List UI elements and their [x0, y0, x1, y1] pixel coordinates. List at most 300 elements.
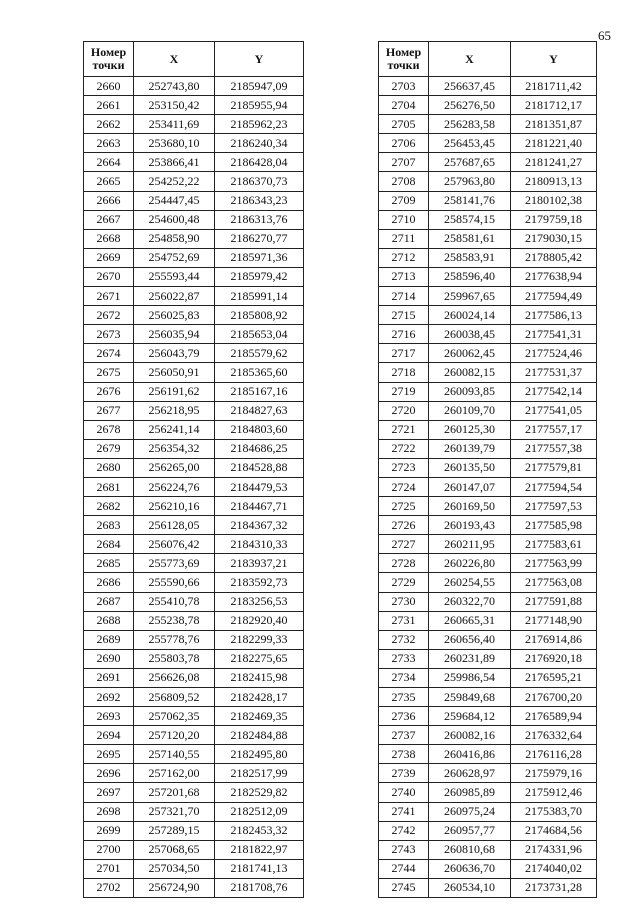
x-coordinate-cell: 260231,89 [429, 649, 511, 668]
x-coordinate-cell: 256626,08 [134, 668, 215, 687]
y-coordinate-cell: 2185955,94 [215, 96, 304, 115]
y-coordinate-cell: 2185653,04 [215, 325, 304, 344]
point-number-cell: 2694 [84, 726, 134, 745]
point-number-cell: 2701 [84, 859, 134, 878]
x-coordinate-cell: 260957,77 [429, 821, 511, 840]
table-row [379, 764, 597, 783]
point-number-cell: 2732 [379, 630, 429, 649]
point-number-cell: 2744 [379, 859, 429, 878]
table-row [84, 134, 304, 153]
point-number-cell: 2672 [84, 306, 134, 325]
x-coordinate-cell: 256128,05 [134, 516, 215, 535]
point-number-cell: 2666 [84, 191, 134, 210]
y-coordinate-cell: 2177579,81 [511, 458, 597, 477]
point-number-cell: 2678 [84, 420, 134, 439]
table-row [84, 554, 304, 573]
table-row [379, 859, 597, 878]
x-header: X [429, 42, 511, 77]
y-coordinate-cell: 2183592,73 [215, 573, 304, 592]
table-row [379, 287, 597, 306]
y-coordinate-cell: 2179030,15 [511, 229, 597, 248]
table-row [379, 821, 597, 840]
point-number-cell: 2692 [84, 688, 134, 707]
y-coordinate-cell: 2175912,46 [511, 783, 597, 802]
table-row [379, 535, 597, 554]
y-coordinate-cell: 2184528,88 [215, 458, 304, 477]
point-number-cell: 2741 [379, 802, 429, 821]
x-coordinate-cell: 256022,87 [134, 287, 215, 306]
y-coordinate-cell: 2184479,53 [215, 477, 304, 496]
table-row [379, 688, 597, 707]
x-coordinate-cell: 259684,12 [429, 707, 511, 726]
y-coordinate-cell: 2181711,42 [511, 77, 597, 96]
table-row [84, 363, 304, 382]
x-coordinate-cell: 260322,70 [429, 592, 511, 611]
y-coordinate-cell: 2174684,56 [511, 821, 597, 840]
y-coordinate-cell: 2182484,88 [215, 726, 304, 745]
point-number-cell: 2711 [379, 229, 429, 248]
x-coordinate-cell: 254447,45 [134, 191, 215, 210]
x-coordinate-cell: 256354,32 [134, 439, 215, 458]
table-row [379, 497, 597, 516]
table-row [84, 783, 304, 802]
x-coordinate-cell: 257062,35 [134, 707, 215, 726]
point-number-header: Номер точки [84, 42, 134, 77]
x-coordinate-cell: 253680,10 [134, 134, 215, 153]
point-number-cell: 2700 [84, 840, 134, 859]
y-coordinate-cell: 2181241,27 [511, 153, 597, 172]
y-coordinate-cell: 2182469,35 [215, 707, 304, 726]
x-coordinate-cell: 255803,78 [134, 649, 215, 668]
point-number-cell: 2716 [379, 325, 429, 344]
point-number-cell: 2693 [84, 707, 134, 726]
point-number-cell: 2676 [84, 382, 134, 401]
table-row [84, 439, 304, 458]
y-coordinate-cell: 2177585,98 [511, 516, 597, 535]
point-number-cell: 2721 [379, 420, 429, 439]
y-coordinate-cell: 2177541,05 [511, 401, 597, 420]
table-row [379, 267, 597, 286]
y-coordinate-cell: 2185991,14 [215, 287, 304, 306]
y-coordinate-cell: 2186240,34 [215, 134, 304, 153]
point-number-cell: 2691 [84, 668, 134, 687]
table-row [84, 535, 304, 554]
point-number-cell: 2713 [379, 267, 429, 286]
x-coordinate-cell: 252743,80 [134, 77, 215, 96]
point-number-cell: 2737 [379, 726, 429, 745]
x-coordinate-cell: 260656,40 [429, 630, 511, 649]
y-coordinate-cell: 2186313,76 [215, 210, 304, 229]
point-number-cell: 2708 [379, 172, 429, 191]
point-number-cell: 2738 [379, 745, 429, 764]
y-coordinate-cell: 2186343,23 [215, 191, 304, 210]
table-row [84, 592, 304, 611]
table-row [84, 77, 304, 96]
table-row [84, 764, 304, 783]
point-number-cell: 2686 [84, 573, 134, 592]
point-number-cell: 2745 [379, 878, 429, 897]
coordinates-table-right [378, 41, 597, 898]
table-row [379, 344, 597, 363]
x-header: X [134, 42, 215, 77]
point-number-cell: 2675 [84, 363, 134, 382]
y-coordinate-cell: 2180913,13 [511, 172, 597, 191]
table-row [84, 707, 304, 726]
table-row [379, 153, 597, 172]
point-number-cell: 2704 [379, 96, 429, 115]
table-row [84, 821, 304, 840]
point-number-cell: 2719 [379, 382, 429, 401]
page-number: 65 [598, 28, 611, 43]
table-row [84, 115, 304, 134]
x-coordinate-cell: 260193,43 [429, 516, 511, 535]
table-row [84, 267, 304, 286]
x-coordinate-cell: 256035,94 [134, 325, 215, 344]
table-row [84, 726, 304, 745]
table-row [84, 649, 304, 668]
point-number-cell: 2703 [379, 77, 429, 96]
x-coordinate-cell: 253866,41 [134, 153, 215, 172]
table-row [379, 172, 597, 191]
y-coordinate-cell: 2173731,28 [511, 878, 597, 897]
point-number-cell: 2717 [379, 344, 429, 363]
y-coordinate-cell: 2186428,04 [215, 153, 304, 172]
table-row [84, 325, 304, 344]
x-coordinate-cell: 253150,42 [134, 96, 215, 115]
point-number-cell: 2697 [84, 783, 134, 802]
table-row [84, 878, 304, 897]
x-coordinate-cell: 258141,76 [429, 191, 511, 210]
point-number-cell: 2710 [379, 210, 429, 229]
y-coordinate-cell: 2176920,18 [511, 649, 597, 668]
y-coordinate-cell: 2185579,62 [215, 344, 304, 363]
x-coordinate-cell: 260093,85 [429, 382, 511, 401]
table-row [84, 802, 304, 821]
y-coordinate-cell: 2177524,46 [511, 344, 597, 363]
point-number-cell: 2677 [84, 401, 134, 420]
x-coordinate-cell: 257687,65 [429, 153, 511, 172]
y-coordinate-cell: 2177583,61 [511, 535, 597, 554]
table-row [84, 668, 304, 687]
x-coordinate-cell: 260135,50 [429, 458, 511, 477]
y-coordinate-cell: 2177594,49 [511, 287, 597, 306]
y-coordinate-cell: 2177597,53 [511, 497, 597, 516]
table-row [84, 287, 304, 306]
table-row [379, 592, 597, 611]
point-number-cell: 2673 [84, 325, 134, 344]
x-coordinate-cell: 256224,76 [134, 477, 215, 496]
y-coordinate-cell: 2184467,71 [215, 497, 304, 516]
point-number-cell: 2726 [379, 516, 429, 535]
y-coordinate-cell: 2177563,08 [511, 573, 597, 592]
point-number-cell: 2668 [84, 229, 134, 248]
point-number-cell: 2725 [379, 497, 429, 516]
table-row [379, 477, 597, 496]
x-coordinate-cell: 257289,15 [134, 821, 215, 840]
x-coordinate-cell: 260109,70 [429, 401, 511, 420]
y-coordinate-cell: 2177557,38 [511, 439, 597, 458]
y-header: Y [511, 42, 597, 77]
y-coordinate-cell: 2176116,28 [511, 745, 597, 764]
point-number-cell: 2682 [84, 497, 134, 516]
y-coordinate-cell: 2183937,21 [215, 554, 304, 573]
point-number-cell: 2683 [84, 516, 134, 535]
point-number-cell: 2734 [379, 668, 429, 687]
x-coordinate-cell: 258581,61 [429, 229, 511, 248]
y-coordinate-cell: 2181708,76 [215, 878, 304, 897]
y-coordinate-cell: 2185979,42 [215, 267, 304, 286]
point-number-cell: 2684 [84, 535, 134, 554]
y-coordinate-cell: 2176332,64 [511, 726, 597, 745]
x-coordinate-cell: 256210,16 [134, 497, 215, 516]
point-number-cell: 2705 [379, 115, 429, 134]
table-row [379, 420, 597, 439]
point-number-cell: 2743 [379, 840, 429, 859]
y-coordinate-cell: 2184686,25 [215, 439, 304, 458]
point-number-cell: 2715 [379, 306, 429, 325]
y-coordinate-cell: 2185365,60 [215, 363, 304, 382]
y-coordinate-cell: 2182920,40 [215, 611, 304, 630]
y-coordinate-cell: 2177148,90 [511, 611, 597, 630]
x-coordinate-cell: 256076,42 [134, 535, 215, 554]
x-coordinate-cell: 254600,48 [134, 210, 215, 229]
y-coordinate-cell: 2185167,16 [215, 382, 304, 401]
point-number-cell: 2739 [379, 764, 429, 783]
y-coordinate-cell: 2184803,60 [215, 420, 304, 439]
table-row [379, 783, 597, 802]
table-row [84, 840, 304, 859]
table-row [84, 96, 304, 115]
point-number-cell: 2695 [84, 745, 134, 764]
y-coordinate-cell: 2177638,94 [511, 267, 597, 286]
x-coordinate-cell: 255593,44 [134, 267, 215, 286]
table-row [379, 115, 597, 134]
table-row [379, 210, 597, 229]
y-coordinate-cell: 2174040,02 [511, 859, 597, 878]
table-row [379, 745, 597, 764]
table-row [84, 611, 304, 630]
point-number-cell: 2667 [84, 210, 134, 229]
table-row [84, 630, 304, 649]
point-number-cell: 2674 [84, 344, 134, 363]
x-coordinate-cell: 258574,15 [429, 210, 511, 229]
y-coordinate-cell: 2182453,32 [215, 821, 304, 840]
table-row [379, 363, 597, 382]
point-number-cell: 2688 [84, 611, 134, 630]
table-row [84, 745, 304, 764]
point-number-cell: 2690 [84, 649, 134, 668]
point-number-cell: 2669 [84, 248, 134, 267]
y-coordinate-cell: 2184310,33 [215, 535, 304, 554]
x-coordinate-cell: 258583,91 [429, 248, 511, 267]
table-row [379, 840, 597, 859]
point-number-header: Номер точки [379, 42, 429, 77]
y-coordinate-cell: 2174331,96 [511, 840, 597, 859]
table-row [379, 802, 597, 821]
x-coordinate-cell: 256809,52 [134, 688, 215, 707]
x-coordinate-cell: 260038,45 [429, 325, 511, 344]
x-coordinate-cell: 260665,31 [429, 611, 511, 630]
x-coordinate-cell: 260226,80 [429, 554, 511, 573]
x-coordinate-cell: 260139,79 [429, 439, 511, 458]
point-number-cell: 2742 [379, 821, 429, 840]
x-coordinate-cell: 260082,16 [429, 726, 511, 745]
table-row [379, 134, 597, 153]
table-row [84, 306, 304, 325]
table-row [379, 554, 597, 573]
table-row [379, 573, 597, 592]
table-row [84, 344, 304, 363]
y-coordinate-cell: 2185808,92 [215, 306, 304, 325]
table-row [84, 477, 304, 496]
y-coordinate-cell: 2177591,88 [511, 592, 597, 611]
x-coordinate-cell: 256025,83 [134, 306, 215, 325]
y-header: Y [215, 42, 304, 77]
y-coordinate-cell: 2181741,13 [215, 859, 304, 878]
table-row [379, 248, 597, 267]
table-row [84, 573, 304, 592]
point-number-cell: 2698 [84, 802, 134, 821]
point-number-cell: 2722 [379, 439, 429, 458]
y-coordinate-cell: 2185947,09 [215, 77, 304, 96]
table-row [379, 306, 597, 325]
table-row [379, 878, 597, 897]
x-coordinate-cell: 256276,50 [429, 96, 511, 115]
table-row [379, 668, 597, 687]
table-row [379, 516, 597, 535]
y-coordinate-cell: 2181221,40 [511, 134, 597, 153]
point-number-cell: 2720 [379, 401, 429, 420]
x-coordinate-cell: 255773,69 [134, 554, 215, 573]
point-number-cell: 2730 [379, 592, 429, 611]
point-number-cell: 2727 [379, 535, 429, 554]
x-coordinate-cell: 254858,90 [134, 229, 215, 248]
point-number-cell: 2687 [84, 592, 134, 611]
x-coordinate-cell: 257068,65 [134, 840, 215, 859]
x-coordinate-cell: 254752,69 [134, 248, 215, 267]
point-number-cell: 2709 [379, 191, 429, 210]
y-coordinate-cell: 2181822,97 [215, 840, 304, 859]
x-coordinate-cell: 256724,90 [134, 878, 215, 897]
point-number-cell: 2679 [84, 439, 134, 458]
y-coordinate-cell: 2177542,14 [511, 382, 597, 401]
table-row [84, 229, 304, 248]
point-number-cell: 2707 [379, 153, 429, 172]
point-number-cell: 2671 [84, 287, 134, 306]
y-coordinate-cell: 2176914,86 [511, 630, 597, 649]
table-row [84, 516, 304, 535]
y-coordinate-cell: 2181351,87 [511, 115, 597, 134]
x-coordinate-cell: 256218,95 [134, 401, 215, 420]
y-coordinate-cell: 2182495,80 [215, 745, 304, 764]
point-number-cell: 2733 [379, 649, 429, 668]
point-number-cell: 2670 [84, 267, 134, 286]
y-coordinate-cell: 2185962,23 [215, 115, 304, 134]
y-coordinate-cell: 2185971,36 [215, 248, 304, 267]
point-number-cell: 2696 [84, 764, 134, 783]
y-coordinate-cell: 2182529,82 [215, 783, 304, 802]
y-coordinate-cell: 2176700,20 [511, 688, 597, 707]
table-row [379, 630, 597, 649]
x-coordinate-cell: 257120,20 [134, 726, 215, 745]
point-number-cell: 2660 [84, 77, 134, 96]
x-coordinate-cell: 257034,50 [134, 859, 215, 878]
table-row [84, 859, 304, 878]
point-number-cell: 2702 [84, 878, 134, 897]
point-number-cell: 2718 [379, 363, 429, 382]
y-coordinate-cell: 2182512,09 [215, 802, 304, 821]
point-number-cell: 2664 [84, 153, 134, 172]
x-coordinate-cell: 260062,45 [429, 344, 511, 363]
y-coordinate-cell: 2186370,73 [215, 172, 304, 191]
y-coordinate-cell: 2177531,37 [511, 363, 597, 382]
x-coordinate-cell: 260810,68 [429, 840, 511, 859]
x-coordinate-cell: 260985,89 [429, 783, 511, 802]
table-row [379, 707, 597, 726]
y-coordinate-cell: 2177586,13 [511, 306, 597, 325]
x-coordinate-cell: 256050,91 [134, 363, 215, 382]
x-coordinate-cell: 260254,55 [429, 573, 511, 592]
x-coordinate-cell: 260636,70 [429, 859, 511, 878]
x-coordinate-cell: 257963,80 [429, 172, 511, 191]
x-coordinate-cell: 259967,65 [429, 287, 511, 306]
y-coordinate-cell: 2183256,53 [215, 592, 304, 611]
x-coordinate-cell: 260975,24 [429, 802, 511, 821]
y-coordinate-cell: 2184827,63 [215, 401, 304, 420]
y-coordinate-cell: 2180102,38 [511, 191, 597, 210]
table-row [84, 401, 304, 420]
x-coordinate-cell: 256043,79 [134, 344, 215, 363]
table-row [379, 726, 597, 745]
x-coordinate-cell: 256191,62 [134, 382, 215, 401]
y-coordinate-cell: 2178805,42 [511, 248, 597, 267]
table-row [84, 210, 304, 229]
table-row [379, 325, 597, 344]
point-number-cell: 2706 [379, 134, 429, 153]
point-number-cell: 2724 [379, 477, 429, 496]
table-row [379, 611, 597, 630]
x-coordinate-cell: 260125,30 [429, 420, 511, 439]
x-coordinate-cell: 260082,15 [429, 363, 511, 382]
x-coordinate-cell: 255238,78 [134, 611, 215, 630]
point-number-cell: 2685 [84, 554, 134, 573]
x-coordinate-cell: 257162,00 [134, 764, 215, 783]
point-number-cell: 2681 [84, 477, 134, 496]
table-row [379, 77, 597, 96]
point-number-cell: 2740 [379, 783, 429, 802]
y-coordinate-cell: 2182517,99 [215, 764, 304, 783]
x-coordinate-cell: 256241,14 [134, 420, 215, 439]
y-coordinate-cell: 2182299,33 [215, 630, 304, 649]
y-coordinate-cell: 2179759,18 [511, 210, 597, 229]
table-header-row [379, 42, 597, 77]
table-row [379, 191, 597, 210]
y-coordinate-cell: 2184367,32 [215, 516, 304, 535]
y-coordinate-cell: 2182428,17 [215, 688, 304, 707]
x-coordinate-cell: 258596,40 [429, 267, 511, 286]
y-coordinate-cell: 2177594,54 [511, 477, 597, 496]
x-coordinate-cell: 255590,66 [134, 573, 215, 592]
point-number-cell: 2712 [379, 248, 429, 267]
y-coordinate-cell: 2186270,77 [215, 229, 304, 248]
table-row [379, 458, 597, 477]
point-number-cell: 2729 [379, 573, 429, 592]
table-row [379, 229, 597, 248]
x-coordinate-cell: 260534,10 [429, 878, 511, 897]
table-header-row [84, 42, 304, 77]
table-row [84, 420, 304, 439]
x-coordinate-cell: 257201,68 [134, 783, 215, 802]
